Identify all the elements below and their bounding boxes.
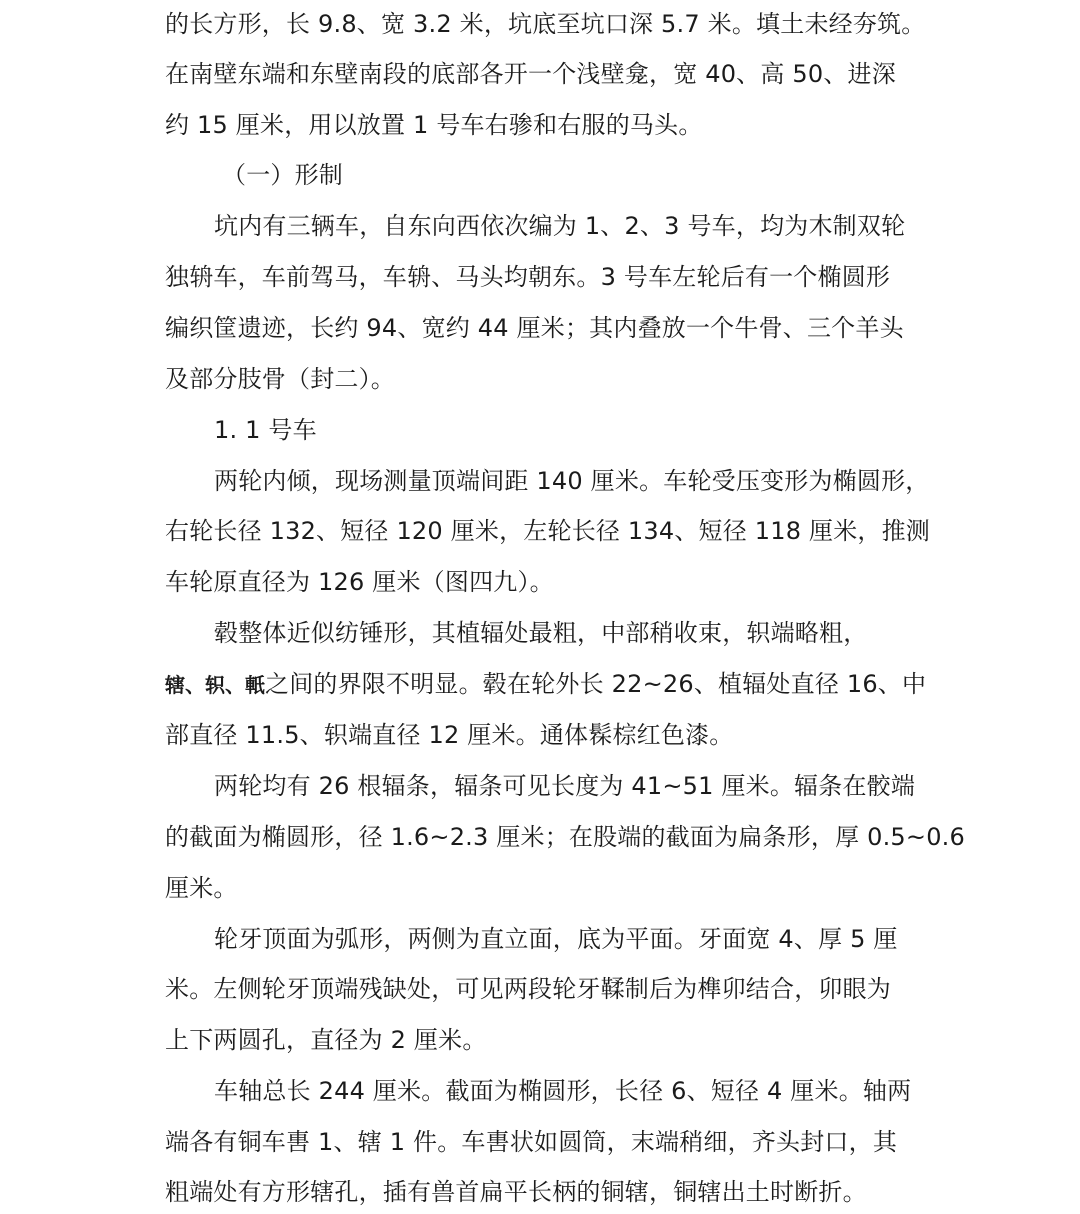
text-line-2: 在南壁东端和东壁南段的底部各开一个浅壁龛，宽 40、高 50、进深 (165, 60, 896, 88)
text-line-13: 毂整体近似纺锤形，其植辐处最粗，中部稍收束，轵端略粗， (214, 619, 868, 647)
text-line-14-rest: 之间的界限不明显。毂在轮外长 22~26、植辐处直径 16、中 (265, 670, 927, 698)
text-line-6: 独辀车，车前驾马，车辀、马头均朝东。3 号车左轮后有一个椭圆形 (165, 263, 891, 291)
text-line-8: 及部分肢骨（封二）。 (165, 365, 395, 393)
text-line-10: 两轮内倾，现场测量顶端间距 140 厘米。车轮受压变形为椭圆形， (214, 467, 930, 495)
text-line-23: 端各有铜车軎 1、辖 1 件。车軎状如圆筒，末端稍细，齐头封口，其 (165, 1128, 898, 1156)
text-line-3: 约 15 厘米，用以放置 1 号车右骖和右服的马头。 (165, 111, 703, 139)
section-heading: （一）形制 (222, 161, 343, 189)
text-line-24: 粗端处有方形辖孔，插有兽首扁平长柄的铜辖，铜辖出土时断折。 (165, 1178, 867, 1206)
text-line-16: 两轮均有 26 根辐条，辐条可见长度为 41~51 厘米。辐条在骹端 (214, 772, 916, 800)
text-line-1: 的长方形，长 9.8、宽 3.2 米，坑底至坑口深 5.7 米。填土未经夯筑。 (165, 10, 926, 38)
text-line-19: 轮牙顶面为弧形，两侧为直立面，底为平面。牙面宽 4、厚 5 厘 (214, 925, 898, 953)
text-line-7: 编织筐遗迹，长约 94、宽约 44 厘米；其内叠放一个牛骨、三个羊头 (165, 314, 904, 342)
text-line-12: 车轮原直径为 126 厘米（图四九）。 (165, 568, 554, 596)
text-line-17: 的截面为椭圆形，径 1.6~2.3 厘米；在股端的截面为扁条形，厚 0.5~0.6 (165, 823, 965, 851)
subsection-heading: 1. 1 号车 (214, 416, 317, 444)
text-line-21: 上下两圆孔，直径为 2 厘米。 (165, 1026, 487, 1054)
text-line-11: 右轮长径 132、短径 120 厘米，左轮长径 134、短径 118 厘米，推测 (165, 517, 931, 545)
text-line-20: 米。左侧轮牙顶端残缺处，可见两段轮牙鞣制后为榫卯结合，卯眼为 (165, 975, 891, 1003)
text-line-15: 部直径 11.5、轵端直径 12 厘米。通体髹棕红色漆。 (165, 721, 734, 749)
inline-term-glyphs: 辖、轵、軝 (165, 673, 265, 697)
text-line-5: 坑内有三辆车，自东向西依次编为 1、2、3 号车，均为木制双轮 (214, 212, 906, 240)
text-line-18: 厘米。 (165, 874, 238, 902)
text-line-14 (165, 662, 925, 706)
text-line-22: 车轴总长 244 厘米。截面为椭圆形，长径 6、短径 4 厘米。轴两 (214, 1077, 912, 1105)
